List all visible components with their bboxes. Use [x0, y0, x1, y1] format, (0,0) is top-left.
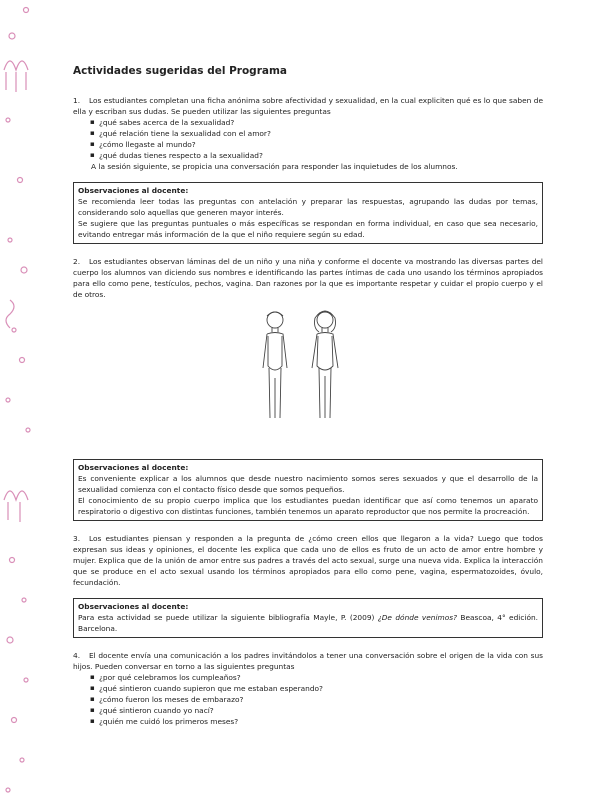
item-text: Los estudiantes completan una ficha anónima sobre afectividad y sexualidad, en la cual expliciten qué es lo que saben de ella y escriban sus dudas. Se pueden utilizar las siguientes preguntas: [73, 96, 543, 116]
list-item: ▪ ¿qué relación tiene la sexualidad con el amor?: [99, 128, 543, 139]
item-text: Los estudiantes observan láminas del de un niño y una niña y conforme el docente va mostrando las diversas partes del cuerpo los alumnos van diciendo sus nombres e identificando las partes íntimas de cada uno usando los términos apropiados para ello como pene, testículos, pechos, vagina. Dan razones por la que es importante respetar y cuidar el propio cuerpo y el de otros.: [73, 257, 543, 299]
list-item: ▪ ¿qué sintieron cuando yo nací?: [99, 705, 543, 716]
note-title: Observaciones al docente:: [78, 186, 189, 195]
note-paragraph: Se recomienda leer todas las preguntas con antelación y preparar las respuestas, agrupando las dudas por temas, considerando solo aquellas que generen mayor interés.: [78, 197, 538, 217]
page-title: Actividades sugeridas del Programa: [73, 65, 287, 77]
list-item: ▪ ¿cómo llegaste al mundo?: [99, 139, 543, 150]
book-title: ¿De dónde venimos?: [377, 613, 458, 622]
list-item: ▪ ¿qué sintieron cuando supieron que me estaban esperando?: [99, 683, 543, 694]
teacher-note-1: [73, 182, 543, 244]
question-list: [73, 117, 543, 161]
teacher-note-2: [73, 459, 543, 521]
list-item: ▪ ¿quién me cuidó los primeros meses?: [99, 716, 543, 727]
question-list: [73, 672, 543, 727]
list-item: ▪ ¿cómo fueron los meses de embarazo?: [99, 694, 543, 705]
list-item: ▪ ¿qué sabes acerca de la sexualidad?: [99, 117, 543, 128]
item-number: 4.: [73, 651, 81, 660]
item-number: 1.: [73, 96, 81, 105]
note-paragraph: Se sugiere que las preguntas puntuales o más específicas se respondan en forma individual, en caso que sea necesario, evitando entregar más información de la que el niño requiere según su edad.: [78, 219, 538, 239]
teacher-note-3: [73, 598, 543, 638]
activity-2: [73, 256, 543, 300]
note-paragraph: El conocimiento de su propio cuerpo implica que los estudiantes puedan identificar que así como tenemos un aparato respiratorio o digestivo con distintas funciones, también tenemos un aparato reproductor que nos permite la procreación.: [78, 496, 538, 516]
item-number: 3.: [73, 534, 81, 543]
note-title: Observaciones al docente:: [78, 463, 189, 472]
bibliography-text: Beascoa, 4° edición. Barcelona.: [78, 613, 538, 633]
activity-1: [73, 95, 543, 172]
list-item: ▪ ¿qué dudas tienes respecto a la sexualidad?: [99, 150, 543, 161]
note-paragraph: Es conveniente explicar a los alumnos que desde nuestro nacimiento somos seres sexuados y que el desarrollo de la sexualidad comienza con el contacto físico desde que somos pequeños.: [78, 474, 538, 494]
note-paragraph: [78, 612, 538, 634]
activity-3: [73, 533, 543, 588]
document-body: [73, 66, 543, 727]
list-item: ▪ ¿por qué celebramos los cumpleaños?: [99, 672, 543, 683]
note-title: Observaciones al docente:: [78, 602, 189, 611]
item-followup: A la sesión siguiente, se propicia una conversación para responder las inquietudes de los alumnos.: [91, 162, 458, 171]
activity-4: [73, 650, 543, 727]
margin-decoration: [0, 0, 60, 800]
item-number: 2.: [73, 257, 81, 266]
children-body-illustration: [245, 306, 355, 424]
bibliography-text: Para esta actividad se puede utilizar la siguiente bibliografía Mayle, P. (2009): [78, 613, 378, 622]
item-text: El docente envía una comunicación a los padres invitándolos a tener una conversación sobre el origen de la vida con sus hijos. Pueden conversar en torno a las siguientes preguntas: [73, 651, 543, 671]
item-text: Los estudiantes piensan y responden a la pregunta de ¿cómo creen ellos que llegaron a la vida? Luego que todos expresan sus ideas y opiniones, el docente les explica que cada uno de ellos es fruto de un acto de amor entre hombre y mujer. Explica que de la unión de amor entre sus padres a través del acto sexual, surge una nueva vida. Explica la interacción que se produce en el acto sexual usando los términos apropiados para ello como pene, vagina, espermatozoides, óvulo, fecundación.: [73, 534, 543, 587]
